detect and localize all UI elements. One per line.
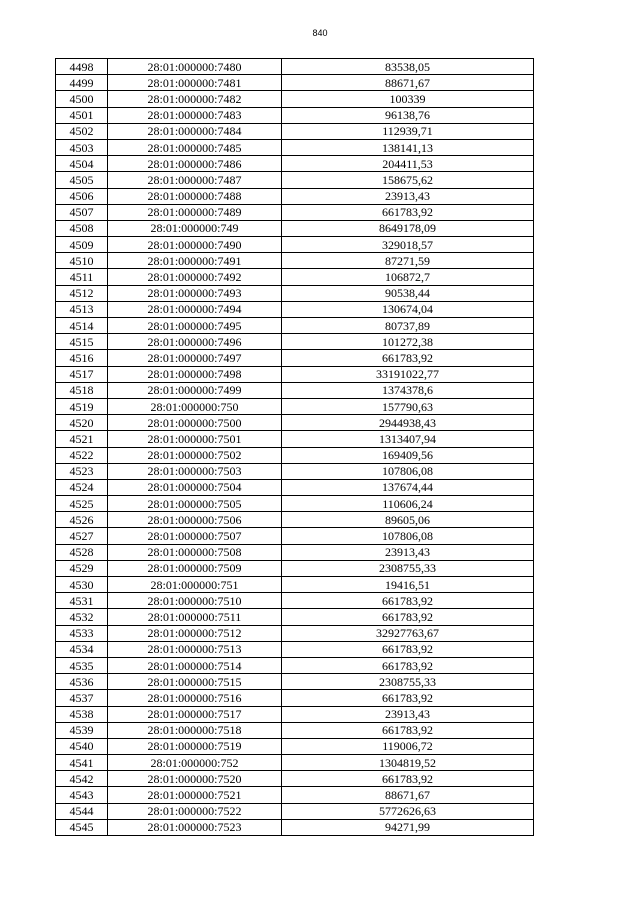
- cadastral-value-table: [55, 58, 534, 836]
- cadastral-number-cell: 28:01:000000:749: [108, 220, 282, 236]
- table-row: [56, 75, 534, 91]
- row-number-cell: 4518: [56, 382, 108, 398]
- table-row: [56, 803, 534, 819]
- cadastral-number-cell: 28:01:000000:7493: [108, 285, 282, 301]
- cadastral-number-cell: 28:01:000000:7499: [108, 382, 282, 398]
- cadastral-number-cell: 28:01:000000:751: [108, 577, 282, 593]
- table-row: [56, 690, 534, 706]
- value-cell: 101272,38: [282, 334, 534, 350]
- row-number-cell: 4522: [56, 447, 108, 463]
- table-row: [56, 123, 534, 139]
- table-row: [56, 269, 534, 285]
- table-row: [56, 706, 534, 722]
- table-row: [56, 577, 534, 593]
- cadastral-number-cell: 28:01:000000:7500: [108, 415, 282, 431]
- row-number-cell: 4532: [56, 609, 108, 625]
- row-number-cell: 4541: [56, 755, 108, 771]
- value-cell: 33191022,77: [282, 366, 534, 382]
- cadastral-number-cell: 28:01:000000:7514: [108, 657, 282, 673]
- value-cell: 661783,92: [282, 657, 534, 673]
- value-cell: 87271,59: [282, 253, 534, 269]
- row-number-cell: 4516: [56, 350, 108, 366]
- cadastral-number-cell: 28:01:000000:7503: [108, 463, 282, 479]
- value-cell: 119006,72: [282, 738, 534, 754]
- cadastral-number-cell: 28:01:000000:7502: [108, 447, 282, 463]
- row-number-cell: 4540: [56, 738, 108, 754]
- table-row: [56, 382, 534, 398]
- table-row: [56, 204, 534, 220]
- table-row: [56, 819, 534, 835]
- row-number-cell: 4504: [56, 156, 108, 172]
- row-number-cell: 4543: [56, 787, 108, 803]
- table-row: [56, 496, 534, 512]
- table-row: [56, 479, 534, 495]
- row-number-cell: 4511: [56, 269, 108, 285]
- cadastral-number-cell: 28:01:000000:7495: [108, 318, 282, 334]
- table-row: [56, 544, 534, 560]
- row-number-cell: 4527: [56, 528, 108, 544]
- table-row: [56, 285, 534, 301]
- cadastral-number-cell: 28:01:000000:7515: [108, 674, 282, 690]
- cadastral-number-cell: 28:01:000000:7513: [108, 641, 282, 657]
- table-row: [56, 366, 534, 382]
- value-cell: 90538,44: [282, 285, 534, 301]
- cadastral-number-cell: 28:01:000000:7480: [108, 59, 282, 75]
- table-row: [56, 172, 534, 188]
- row-number-cell: 4544: [56, 803, 108, 819]
- value-cell: 110606,24: [282, 496, 534, 512]
- value-cell: 106872,7: [282, 269, 534, 285]
- row-number-cell: 4539: [56, 722, 108, 738]
- value-cell: 2944938,43: [282, 415, 534, 431]
- table-row: [56, 657, 534, 673]
- row-number-cell: 4535: [56, 657, 108, 673]
- value-cell: 19416,51: [282, 577, 534, 593]
- cadastral-number-cell: 28:01:000000:7505: [108, 496, 282, 512]
- table-row: [56, 625, 534, 641]
- row-number-cell: 4512: [56, 285, 108, 301]
- cadastral-number-cell: 28:01:000000:7494: [108, 301, 282, 317]
- value-cell: 661783,92: [282, 771, 534, 787]
- value-cell: 112939,71: [282, 123, 534, 139]
- cadastral-number-cell: 28:01:000000:7491: [108, 253, 282, 269]
- row-number-cell: 4533: [56, 625, 108, 641]
- value-cell: 329018,57: [282, 237, 534, 253]
- value-cell: 88671,67: [282, 787, 534, 803]
- value-cell: 1374378,6: [282, 382, 534, 398]
- value-cell: 1304819,52: [282, 755, 534, 771]
- cadastral-number-cell: 28:01:000000:7490: [108, 237, 282, 253]
- row-number-cell: 4498: [56, 59, 108, 75]
- value-cell: 83538,05: [282, 59, 534, 75]
- cadastral-number-cell: 28:01:000000:7501: [108, 431, 282, 447]
- value-cell: 23913,43: [282, 544, 534, 560]
- value-cell: 8649178,09: [282, 220, 534, 236]
- table-row: [56, 787, 534, 803]
- value-cell: 23913,43: [282, 188, 534, 204]
- row-number-cell: 4501: [56, 107, 108, 123]
- cadastral-number-cell: 28:01:000000:7484: [108, 123, 282, 139]
- cadastral-number-cell: 28:01:000000:7509: [108, 560, 282, 576]
- table-row: [56, 253, 534, 269]
- cadastral-number-cell: 28:01:000000:7482: [108, 91, 282, 107]
- value-cell: 661783,92: [282, 204, 534, 220]
- row-number-cell: 4517: [56, 366, 108, 382]
- value-cell: 661783,92: [282, 609, 534, 625]
- cadastral-number-cell: 28:01:000000:7481: [108, 75, 282, 91]
- row-number-cell: 4508: [56, 220, 108, 236]
- value-cell: 204411,53: [282, 156, 534, 172]
- value-cell: 80737,89: [282, 318, 534, 334]
- row-number-cell: 4525: [56, 496, 108, 512]
- row-number-cell: 4536: [56, 674, 108, 690]
- value-cell: 661783,92: [282, 350, 534, 366]
- table-row: [56, 431, 534, 447]
- cadastral-number-cell: 28:01:000000:7510: [108, 593, 282, 609]
- table-row: [56, 528, 534, 544]
- value-cell: 661783,92: [282, 593, 534, 609]
- cadastral-number-cell: 28:01:000000:7506: [108, 512, 282, 528]
- row-number-cell: 4529: [56, 560, 108, 576]
- row-number-cell: 4505: [56, 172, 108, 188]
- table-row: [56, 771, 534, 787]
- cadastral-number-cell: 28:01:000000:7489: [108, 204, 282, 220]
- table-row: [56, 301, 534, 317]
- row-number-cell: 4509: [56, 237, 108, 253]
- table-row: [56, 415, 534, 431]
- cadastral-number-cell: 28:01:000000:7497: [108, 350, 282, 366]
- value-cell: 2308755,33: [282, 560, 534, 576]
- table-row: [56, 139, 534, 155]
- cadastral-number-cell: 28:01:000000:750: [108, 398, 282, 414]
- table-row: [56, 674, 534, 690]
- row-number-cell: 4510: [56, 253, 108, 269]
- table-row: [56, 156, 534, 172]
- table-row: [56, 512, 534, 528]
- row-number-cell: 4514: [56, 318, 108, 334]
- table-row: [56, 318, 534, 334]
- value-cell: 138141,13: [282, 139, 534, 155]
- cadastral-number-cell: 28:01:000000:7488: [108, 188, 282, 204]
- table-row: [56, 755, 534, 771]
- row-number-cell: 4506: [56, 188, 108, 204]
- table-row: [56, 91, 534, 107]
- value-cell: 158675,62: [282, 172, 534, 188]
- table-row: [56, 398, 534, 414]
- value-cell: 661783,92: [282, 690, 534, 706]
- value-cell: 96138,76: [282, 107, 534, 123]
- cadastral-number-cell: 28:01:000000:7522: [108, 803, 282, 819]
- row-number-cell: 4521: [56, 431, 108, 447]
- table-body: [56, 59, 534, 836]
- row-number-cell: 4538: [56, 706, 108, 722]
- table-row: [56, 350, 534, 366]
- table-row: [56, 722, 534, 738]
- row-number-cell: 4520: [56, 415, 108, 431]
- cadastral-number-cell: 28:01:000000:7498: [108, 366, 282, 382]
- row-number-cell: 4499: [56, 75, 108, 91]
- value-cell: 2308755,33: [282, 674, 534, 690]
- value-cell: 169409,56: [282, 447, 534, 463]
- value-cell: 1313407,94: [282, 431, 534, 447]
- cadastral-number-cell: 28:01:000000:7496: [108, 334, 282, 350]
- table-row: [56, 593, 534, 609]
- value-cell: 100339: [282, 91, 534, 107]
- row-number-cell: 4542: [56, 771, 108, 787]
- page-number: 840: [312, 28, 328, 38]
- cadastral-number-cell: 28:01:000000:7507: [108, 528, 282, 544]
- cadastral-number-cell: 28:01:000000:752: [108, 755, 282, 771]
- row-number-cell: 4531: [56, 593, 108, 609]
- row-number-cell: 4534: [56, 641, 108, 657]
- row-number-cell: 4503: [56, 139, 108, 155]
- value-cell: 23913,43: [282, 706, 534, 722]
- table-row: [56, 641, 534, 657]
- cadastral-number-cell: 28:01:000000:7492: [108, 269, 282, 285]
- table-row: [56, 107, 534, 123]
- cadastral-number-cell: 28:01:000000:7511: [108, 609, 282, 625]
- table-row: [56, 738, 534, 754]
- table-row: [56, 220, 534, 236]
- cadastral-number-cell: 28:01:000000:7523: [108, 819, 282, 835]
- cadastral-number-cell: 28:01:000000:7520: [108, 771, 282, 787]
- table-row: [56, 237, 534, 253]
- cadastral-number-cell: 28:01:000000:7518: [108, 722, 282, 738]
- row-number-cell: 4528: [56, 544, 108, 560]
- cadastral-number-cell: 28:01:000000:7519: [108, 738, 282, 754]
- table-row: [56, 560, 534, 576]
- table-row: [56, 59, 534, 75]
- row-number-cell: 4500: [56, 91, 108, 107]
- value-cell: 5772626,63: [282, 803, 534, 819]
- value-cell: 661783,92: [282, 722, 534, 738]
- row-number-cell: 4515: [56, 334, 108, 350]
- value-cell: 661783,92: [282, 641, 534, 657]
- value-cell: 88671,67: [282, 75, 534, 91]
- cadastral-number-cell: 28:01:000000:7485: [108, 139, 282, 155]
- row-number-cell: 4519: [56, 398, 108, 414]
- value-cell: 89605,06: [282, 512, 534, 528]
- cadastral-number-cell: 28:01:000000:7487: [108, 172, 282, 188]
- row-number-cell: 4502: [56, 123, 108, 139]
- cadastral-number-cell: 28:01:000000:7504: [108, 479, 282, 495]
- table-row: [56, 609, 534, 625]
- row-number-cell: 4507: [56, 204, 108, 220]
- row-number-cell: 4526: [56, 512, 108, 528]
- row-number-cell: 4530: [56, 577, 108, 593]
- cadastral-number-cell: 28:01:000000:7483: [108, 107, 282, 123]
- table-row: [56, 334, 534, 350]
- cadastral-number-cell: 28:01:000000:7512: [108, 625, 282, 641]
- cadastral-number-cell: 28:01:000000:7486: [108, 156, 282, 172]
- row-number-cell: 4523: [56, 463, 108, 479]
- cadastral-number-cell: 28:01:000000:7516: [108, 690, 282, 706]
- value-cell: 107806,08: [282, 463, 534, 479]
- row-number-cell: 4513: [56, 301, 108, 317]
- value-cell: 137674,44: [282, 479, 534, 495]
- value-cell: 157790,63: [282, 398, 534, 414]
- row-number-cell: 4545: [56, 819, 108, 835]
- value-cell: 32927763,67: [282, 625, 534, 641]
- table-row: [56, 447, 534, 463]
- row-number-cell: 4524: [56, 479, 108, 495]
- value-cell: 107806,08: [282, 528, 534, 544]
- value-cell: 94271,99: [282, 819, 534, 835]
- value-cell: 130674,04: [282, 301, 534, 317]
- table-row: [56, 188, 534, 204]
- table-row: [56, 463, 534, 479]
- cadastral-number-cell: 28:01:000000:7517: [108, 706, 282, 722]
- cadastral-number-cell: 28:01:000000:7508: [108, 544, 282, 560]
- cadastral-number-cell: 28:01:000000:7521: [108, 787, 282, 803]
- row-number-cell: 4537: [56, 690, 108, 706]
